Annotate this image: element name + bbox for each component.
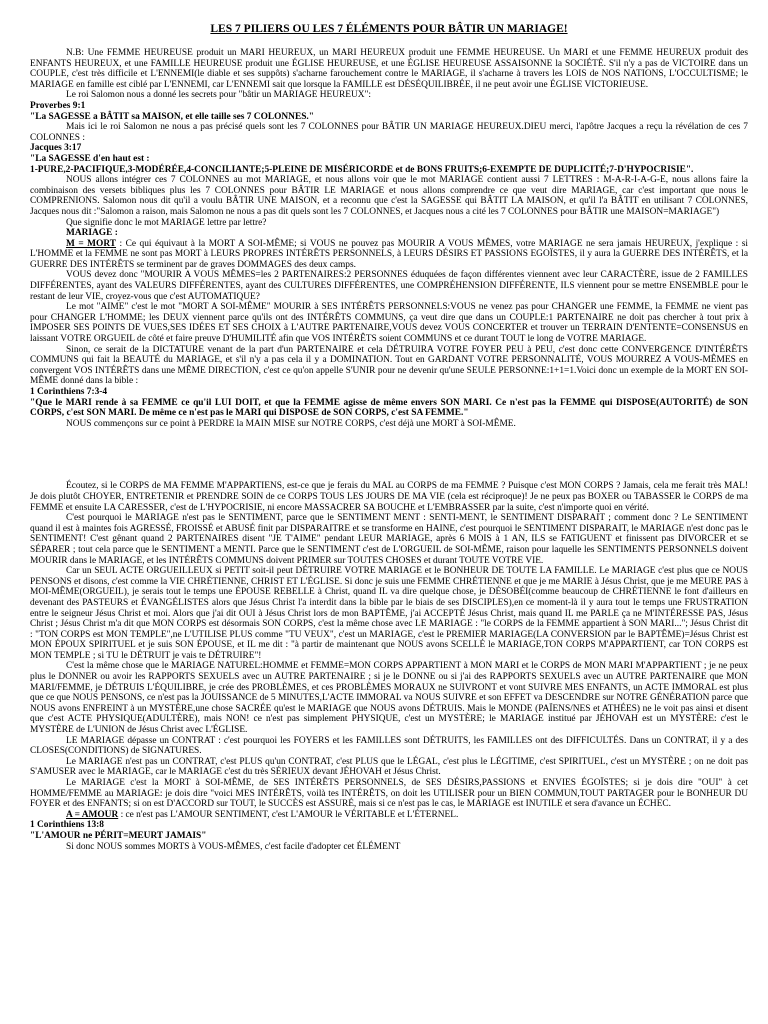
paragraph: C'est pourquoi le MARIAGE n'est pas le SENTIMENT, parce que le SENTIMENT MENT : SENTI-MENT, le SENTIMENT DISPARAIT ; comment donc ? Le SENTIMENT quand il est à maintes fois AGRESSÉ, FROISSÉ et ABUSÉ finit par DISPARAITRE et se transforme en HAINE, c'est pourquoi le SENTIMENT DISPARAIT, le MARIAGE n'est donc pas le SENTIMENT! C'est gênant quand 2 PARTENAIRES disent "JE T'AIME" pendant LEUR MARIAGE, après 6 MOIS à 1 AN, ILS se FATIGUENT et finissent pas DIVORCER et se SÉPARER ; tout cela parce que le SENTIMENT a MENTI. Parce que le SENTIMENT c'est de L'ORGUEIL de SOI-MÊME, raison pour laquelle les SENTIMENTS PERSONNELS doivent MOURIR dans le MARIAGE, et les INTÉRÊTS COMMUNS doivent PRIMER sur TOUTES CHOSES et durant TOUTE VOTRE VIE. [30, 513, 748, 566]
intro-paragraph: N.B: Une FEMME HEUREUSE produit un MARI HEUREUX, un MARI HEUREUX produit une FEMME HEUREUSE. Un MARI et une FEMME HEUREUX produit des ENFANTS HEUREUX, et une FAMILLE HEUREUSE produit une ÉGLISE HEUREUSE, et une ÉGLISE HEUREUSE ASSAISONNE la SOCIÉTÉ. S'il n'y a pas de VICTOIRE dans un COUPLE, c'est très difficile et L'ENNEMI(le diable et ses suppôts) s'acharne farouchement contre le MARIAGE, il s'acharne à travers les LOIS de NOS NATIONS, L'OCCULTISME; le MARIAGE en famille est ciblé par L'ENNEMI, car L'ENNEMI sait que lorsque la FAMILLE est DÉSÉQUILIBRÉE, il ne peut avoir une ÉGLISE VICTORIEUSE. [30, 48, 748, 90]
paragraph: LE MARIAGE dépasse un CONTRAT : c'est pourquoi les FOYERS et les FAMILLES sont DÉTRUITS, les FAMILLES ont des DIFFICULTÉS. Dans un CONTRAT, il y a des CLOSES(CONDITIONS) de SIGNATURES. [30, 735, 748, 757]
paragraph: Car un SEUL ACTE ORGUEILLEUX si PETIT soit-il peut DÉTRUIRE VOTRE MARIAGE et le BONHEUR DE TOUTE LA FAMILLE. Le MARIAGE c'est plus que ce NOUS PENSONS et disons, c'est comme la VIE CHRÉTIENNE, CHRIST ET L'ÉGLISE. Si donc je suis une FEMME CHRÉTIENNE et que je me MARIE à Jésus Christ, que je me MEURE PAS à MOI-MÊME(ORGUEIL), je serais tout le temps une ÉPOUSE REBELLE à Christ, quand IL va dire quelque chose, je DÉSOBÉI(comme beaucoup de CHRÉTIENNE le font d'ailleurs en devenant des PASTEURS et ÉVANGÉLISTES alors que Jésus Christ l'a interdit dans la bible par le biais de ses DISCIPLES),en ce moment-là il y aura tout le temps une FRUSTRATION entre le seigneur Jésus Christ et moi. Alors que j'ai dit OUI à Jésus Christ lors de mon BAPTÊME, j'ai ACCEPTÉ Jésus Christ, mais quand IL me PARLE ça ne M'INTÉRESSE PAS, Jésus Christ ; Jésus Christ m'a dit que MON CORPS est désormais SON CORPS, c'est la même chose avec LE MARIAGE : "le CORPS de la FEMME appartient à SON MARI..."; Jésus Christ dit : "TON CORPS est MON TEMPLE",ne L'UTILISE PLUS comme "TU VEUX", c'est un MARIAGE, c'est le PREMIER MARIAGE(LA CONVERSION par le BAPTÊME)=Jésus Christ est MON ÉPOUX SPIRITUEL et je suis SON ÉPOUSE, et IL me dit : "à partir de maintenant que NOUS avons SCELLÉ le MARIAGE,TON CORPS M'APPARTIENT, car TON CORPS est MON TEMPLE ; si TU le DÉTRUIT je vais te DÉTRUIRE"! [30, 566, 748, 661]
paragraph: Le roi Salomon nous a donné les secrets pour "bâtir un MARIAGE HEUREUX": [66, 90, 371, 101]
scripture-reference: 1 Corinthiens 13:8 [30, 820, 104, 831]
paragraph-m-text: : Ce qui équivaut à la MORT A SOI-MÊME; si VOUS ne pouvez pas MOURIR A VOUS MÊMES, votre MARIAGE ne sera jamais HEUREUX, j'explique : si L'HOMME et la FEMME ne sont pas MORT à LEURS PROPRES INTÉRÊTS PERSONNELS, à LEURS DÉSIRS ET PASSIONS EGOÏSTES, il y aura la GUERRE DES INTÉRÊTS, et la GUERRE DES INTÉRÊTS se terminent par de graves DOMMAGES des deux camps. [30, 238, 749, 270]
paragraph: Si donc NOUS sommes MORTS à VOUS-MÊMES, c'est facile d'adopter cet ÉLÉMENT [66, 841, 401, 852]
paragraph: VOUS devez donc "MOURIR A VOUS MÊMES=les 2 PARTENAIRES:2 PERSONNES éduquées de façon différentes viennent avec leur CARACTÈRE, issue de 2 FAMILLES DIFFÉRENTES, ayant des VALEURS DIFFÉRENTES, ayant des CULTURES DIFFÉRENTES, une COMPRÉHENSION DIFFÉRENTE, ILS viennent pour se mettre ENSEMBLE pour le restant de leur VIE, croyez-vous que c'est AUTOMATIQUE? [30, 270, 748, 302]
letter-label-m: M = MORT [66, 238, 117, 249]
scripture-quote: "La SAGESSE a BÂTIT sa MAISON, et elle taille ses 7 COLONNES." [30, 111, 314, 122]
paragraph: Sinon, ce serait de la DICTATURE venant de la part d'un PARTENAIRE et cela DÉTRUIRA VOTRE FOYER PEU à PEU, c'est donc cette CONVERGENCE D'INTÉRÊTS COMMUNS qui fait la BEAUTÉ du MARIAGE, et s'il n'y a pas cela il y a DOMINATION. Tout en GARDANT VOTRE PERSONNALITÉ, VOUS MOURREZ A VOUS-MÊMES en convergent VOS INTÉRÊTS dans une MÊME DIRECTION, c'est ce qu'on appelle S'UNIR pour ne devenir qu'une SEULE PERSONNE:1+1=1.Voici donc un exemple de la MORT EN SOI-MÊME donné dans la bible : [30, 344, 748, 387]
paragraph: C'est la même chose que le MARIAGE NATUREL:HOMME et FEMME=MON CORPS APPARTIENT à MON MARI et le CORPS de MON MARI M'APPARTIENT ; je ne peux plus le DONNER ou avoir les RAPPORTS SEXUELS avec un AUTRE PARTENAIRE ; si je le DONNE ou si j'ai des RAPPORTS SEXUELS avec un AUTRE PARTENAIRE que MON MARI/FEMME, je DÉTRUIS L'ÉQUILIBRE, je crée des PROBLÈMES, et ces PROBLÈMES MORAUX ne SUIVRONT et vont SUIVRE MES ENFANTS, un ACTE IMMORAL est plus que ce que NOUS PENSONS, ce n'est pas la JOUISSANCE de 5 MINUTES,L'ACTE IMMORAL va NOUS SUIVRE et son EFFET va DESCENDRE sur NOTRE GÉNÉRATION parce que NOUS avons ENFREINT à un MYSTÈRE,une chose SACRÉE qu'est le MARIAGE que NOUS avons DÉTRUIS. Mais le MONDE (PAÏENS/NES et ATHÉES) ne le voit pas ainsi et disent que c'est ACTE PHYSIQUE(ADULTÈRE), mais NON! ce n'est pas simplement PHYSIQUE, c'est un MYSTÈRE; le MARIAGE institué par JÉHOVAH est un MYSTÈRE: c'est le MYSTÈRE de L'UNION de Jésus Christ avec L'ÉGLISE. [30, 661, 748, 736]
paragraph-a-text: : ce n'est pas L'AMOUR SENTIMENT, c'est L'AMOUR le VÉRITABLE et L'ÉTERNEL. [118, 809, 459, 820]
scripture-reference: 1 Corinthiens 7:3-4 [30, 387, 108, 397]
document-page [30, 0, 748, 1024]
scripture-quote: "L'AMOUR ne PÉRIT=MEURT JAMAIS" [30, 830, 207, 841]
paragraph: Mais ici le roi Salomon ne nous a pas précisé quels sont les 7 COLONNES pour BÂTIR UN MARIAGE HEUREUX.DIEU merci, l'apôtre Jacques a reçu la révélation de ces 7 COLONNES : [30, 122, 748, 143]
section-label: MARIAGE : [66, 228, 118, 239]
paragraph-a [30, 810, 748, 821]
scripture-quote: "Que le MARI rende à sa FEMME ce qu'il LUI DOIT, et que la FEMME agisse de même envers SON MARI. Ce n'est pas la FEMME qui DISPOSE(AUTORITÉ) de SON CORPS, c'est SON MARI. De même ce n'est pas le MARI qui DISPOSE de SON CORPS, c'est SA FEMME." [30, 397, 748, 419]
paragraph: Écoutez, si le CORPS de MA FEMME M'APPARTIENS, est-ce que je ferais du MAL au CORPS de ma FEMME ? Puisque c'est MON CORPS ? Jamais, cela me ferait très MAL! Je dois plutôt CHOYER, ENTRETENIR et PRENDRE SOIN de ce CORPS TOUS LES JOURS DE MA VIE (cela est réciproque)! Je ne peux pas BOXER ou TABASSER le CORPS de ma FEMME et ensuite LA CARESSER, c'est de L'HYPOCRISIE, ni encore MASSACRER SA BOUCHE et L'EMBRASSER par la suite, c'est n'importe quoi en vérité. [30, 481, 748, 513]
scripture-quote-list: 1-PURE,2-PACIFIQUE,3-MODÉRÉE,4-CONCILIANTE;5-PLEINE DE MISÉRICORDE et de BONS FRUITS;6-EXEMPTE DE DUPLICITÉ;7-D'HYPOCRISIE". [30, 164, 694, 175]
paragraph: Le mot "AIME" c'est le mot "MORT A SOI-MÊME" MOURIR à SES INTÉRÊTS PERSONNELS:VOUS ne venez pas pour CHANGER une FEMME, la FEMME ne vient pas pour CHANGER L'HOMME; les DEUX viennent parce qu'ils ont des INTÉRÊTS COMMUNS, ça veut dire que dans un COUPLE:1 PARTENAIRE ne doit pas chercher à tout prix à IMPOSER SES POINTS DE VUES,SES IDÉES ET SES CHOIX à L'AUTRE PARTENAIRE,VOUS devez VOUS CONCERTER et trouver un TERRAIN D'ENTENTE=CONSENSUS en laissant VOTRE ORGUEIL de côté et faire preuve D'HUMILITÉ afin que VOS INTÉRÊTS soient COMMUNS et ce durant TOUT le long de VOTRE MARIAGE. [30, 302, 748, 345]
paragraph-m [30, 239, 748, 271]
paragraph: Que signifie donc le mot MARIAGE lettre par lettre? [66, 217, 267, 228]
letter-label-a: A = AMOUR [66, 809, 119, 820]
scripture-reference: Jacques 3:17 [30, 143, 82, 154]
scripture-quote: "La SAGESSE d'en haut est : [30, 153, 150, 164]
paragraph: Le MARIAGE n'est pas un CONTRAT, c'est PLUS qu'un CONTRAT, c'est PLUS que le LÉGAL, c'est plus le LÉGITIME, c'est SPIRITUEL, c'est un MYSTÈRE ; on ne doit pas S'AMUSER avec le MARIAGE, car le MARIAGE c'est du très SÉRIEUX devant JÉHOVAH et Jésus Christ. [30, 756, 748, 778]
scripture-reference: Proverbes 9:1 [30, 100, 86, 111]
paragraph: NOUS commençons sur ce point à PERDRE la MAIN MISE sur NOTRE CORPS, c'est déjà une MORT à SOI-MÊME. [66, 418, 516, 429]
paragraph: NOUS allons intégrer ces 7 COLONNES au mot MARIAGE, et nous allons voir que le mot MARIAGE contient aussi 7 LETTRES : M-A-R-I-A-G-E, nous allons faire la combinaison des versets bibliques plus les 7 COLONNES pour BÂTIR LE MARIAGE et nous allons comprendre ce que veut dire MARIAGE, car c'est important que nous le COMPRENIONS. Salomon nous dit qu'il a voulu BÂTIR UNE MAISON, et a reconnu que c'est la SAGESSE qui BÂTIT LA MAISON, et qu'il l'a BÂTIT en utilisant 7 COLONNES, Jacques nous dit :"Salomon a raison, mais Salomon ne nous a pas dit quels sont les 7 COLONNES, et Jacques nous a cité les 7 COLONNES pour BÂTIR une MAISON=MARIAGE") [30, 175, 748, 217]
page-title: LES 7 PILIERS OU LES 7 ÉLÉMENTS POUR BÂTIR UN MARIAGE! [210, 23, 568, 35]
paragraph: Le MARIAGE c'est la MORT à SOI-MÊME, de SES INTÉRÊTS PERSONNELS, de SES DÉSIRS,PASSIONS et ENVIES ÉGOÏSTES; si je dois dire "OUI" à cet HOMME/FEMME au MARIAGE: je dois dire "voici MES INTÉRÊTS, voilà tes INTÉRÊTS, on doit les UTILISER pour un BIEN COMMUN,TOUT PARTAGER pour le BONHEUR DU FOYER et des ENFANTS; si on est D'ACCORD sur TOUT, le SUCCÈS est ASSURÉ, mais si ce n'est pas le cas, le MARIAGE est INUTILE et sera d'avance un ÉCHEC. [30, 778, 748, 810]
page-break-gap [30, 429, 748, 481]
